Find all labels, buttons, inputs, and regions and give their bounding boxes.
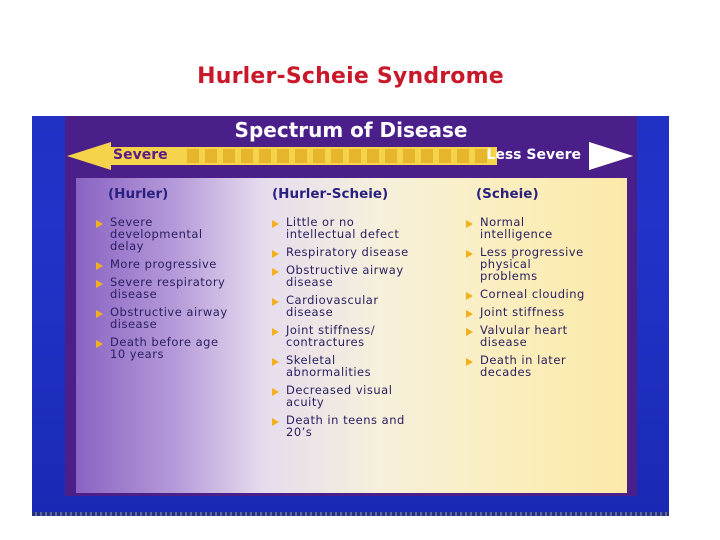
bullet-arrow-icon [272, 358, 279, 366]
arrow-segments [187, 149, 487, 163]
list-item: Obstructive airway disease [96, 306, 256, 330]
columns-area [76, 178, 627, 493]
column-scheie [466, 186, 626, 384]
panel-heading: Spectrum of Disease [234, 118, 468, 142]
bullet-arrow-icon [96, 310, 103, 318]
list-item: Death in teens and 20’s [272, 414, 448, 438]
title-area [32, 20, 669, 116]
severe-label: Severe [113, 147, 168, 163]
spectrum-panel [65, 116, 637, 496]
bullet-arrow-icon [272, 298, 279, 306]
list-item: Less progressive physical problems [466, 246, 626, 282]
list-item: Little or no intellectual defect [272, 216, 448, 240]
column-heading: (Hurler-Scheie) [272, 186, 389, 202]
list-item: Valvular heart disease [466, 324, 626, 348]
bullet-arrow-icon [466, 292, 473, 300]
slide-bottom-edge [32, 512, 669, 516]
list-item: Joint stiffness/ contractures [272, 324, 448, 348]
bullet-arrow-icon [96, 220, 103, 228]
bullet-arrow-icon [466, 250, 473, 258]
slide [32, 20, 669, 516]
column-hurler-scheie [272, 186, 448, 444]
bullet-arrow-icon [466, 358, 473, 366]
column-heading: (Hurler) [108, 186, 169, 202]
list-item: Death in later decades [466, 354, 626, 378]
list-item: Skeletal abnormalities [272, 354, 448, 378]
list-item: Corneal clouding [466, 288, 626, 300]
bullet-arrow-icon [272, 268, 279, 276]
bullet-arrow-icon [466, 220, 473, 228]
bullet-arrow-icon [466, 328, 473, 336]
bullet-arrow-icon [272, 418, 279, 426]
bullet-arrow-icon [272, 220, 279, 228]
list-item: Normal intelligence [466, 216, 626, 240]
less-severe-label: Less Severe [486, 147, 581, 163]
bullet-arrow-icon [466, 310, 473, 318]
bullet-arrow-icon [272, 388, 279, 396]
list-item: Severe developmental delay [96, 216, 256, 252]
list-item: Decreased visual acuity [272, 384, 448, 408]
bullet-arrow-icon [272, 250, 279, 258]
list-item: Death before age 10 years [96, 336, 256, 360]
slide-title: Hurler-Scheie Syndrome [197, 64, 504, 89]
bullet-arrow-icon [96, 280, 103, 288]
bullet-arrow-icon [96, 262, 103, 270]
bullet-arrow-icon [96, 340, 103, 348]
list-item: Joint stiffness [466, 306, 626, 318]
list-item: Cardiovascular disease [272, 294, 448, 318]
severity-arrow [67, 142, 633, 170]
column-heading: (Scheie) [476, 186, 539, 202]
list-item: Respiratory disease [272, 246, 448, 258]
column-hurler [96, 186, 256, 366]
list-item: Severe respiratory disease [96, 276, 256, 300]
list-item: More progressive [96, 258, 256, 270]
list-item: Obstructive airway disease [272, 264, 448, 288]
bullet-arrow-icon [272, 328, 279, 336]
